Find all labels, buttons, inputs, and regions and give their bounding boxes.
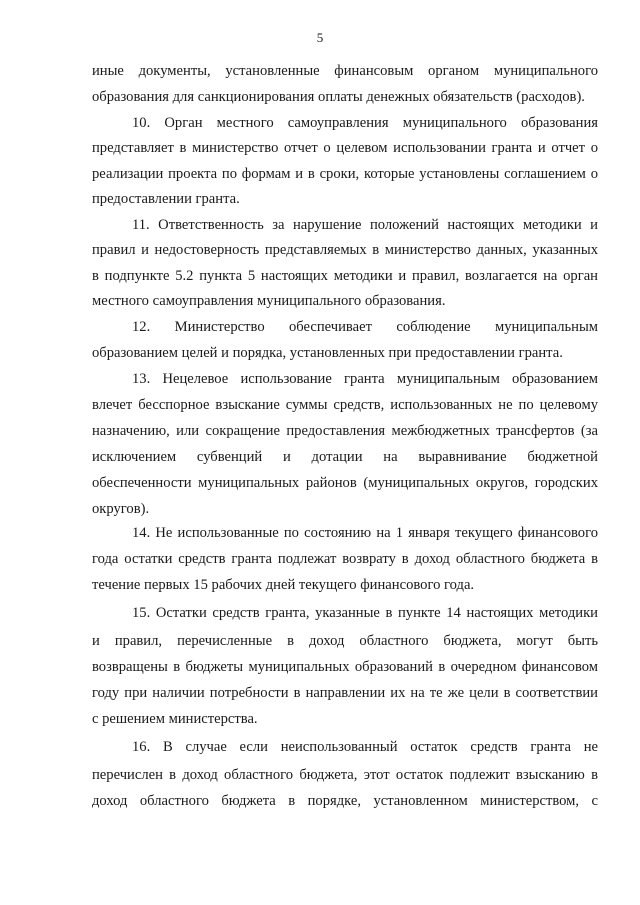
paragraph-11-start: 11. Ответственность за нарушение положений настоящих методики и xyxy=(132,217,598,233)
text-line: предоставлении гранта. xyxy=(92,191,240,207)
page-number: 5 xyxy=(316,30,324,45)
paragraph-12-start: 12. Министерство обеспечивает соблюдение муниципальным xyxy=(132,319,598,335)
text-line: реализации проекта по формам и в сроки, которые установлены соглашением о xyxy=(92,166,598,182)
text-line: местного самоуправления муниципального образования. xyxy=(92,293,446,309)
text-line: назначению, или сокращение предоставления межбюджетных трансфертов (за xyxy=(92,423,598,439)
text-line: течение первых 15 рабочих дней текущего финансового года. xyxy=(92,577,475,593)
text-line: доход областного бюджета в порядке, установленном министерством, с xyxy=(92,793,598,809)
text-line: правил и недостоверность представляемых в министерство данных, указанных xyxy=(92,242,598,258)
text-line: образования для санкционирования оплаты денежных обязательств (расходов). xyxy=(92,89,585,105)
text-line: обеспеченности муниципальных районов (муниципальных округов, городских xyxy=(92,475,598,491)
paragraph-16-start: 16. В случае если неиспользованный остаток средств гранта не xyxy=(132,739,598,755)
text-line: возвращены в бюджеты муниципальных образований в очередном финансовом xyxy=(92,659,598,675)
text-line: года остатки средств гранта подлежат возврату в доход областного бюджета в xyxy=(92,551,598,567)
text-line: и правил, перечисленные в доход областного бюджета, могут быть xyxy=(92,633,598,649)
text-line: иные документы, установленные финансовым органом муниципального xyxy=(92,63,598,79)
text-line: округов). xyxy=(92,501,150,517)
paragraph-14-start: 14. Не использованные по состоянию на 1 января текущего финансового xyxy=(132,525,598,541)
paragraph-10-start: 10. Орган местного самоуправления муниципального образования xyxy=(132,115,598,131)
text-line: исключением субвенций и дотации на выравнивание бюджетной xyxy=(92,449,598,465)
text-line: году при наличии потребности в направлении их на те же цели в соответствии xyxy=(92,685,598,701)
text-line: с решением министерства. xyxy=(92,711,258,727)
text-line: перечислен в доход областного бюджета, этот остаток подлежит взысканию в xyxy=(92,767,598,783)
paragraph-15-start: 15. Остатки средств гранта, указанные в пункте 14 настоящих методики xyxy=(132,605,598,621)
text-line: влечет бесспорное взыскание суммы средств, использованных не по целевому xyxy=(92,397,598,413)
text-line: представляет в министерство отчет о целевом использовании гранта и отчет о xyxy=(92,140,598,156)
paragraph-13-start: 13. Нецелевое использование гранта муниципальным образованием xyxy=(132,371,598,387)
text-line: в подпункте 5.2 пункта 5 настоящих методики и правил, возлагается на орган xyxy=(92,268,598,284)
text-line: образованием целей и порядка, установленных при предоставлении гранта. xyxy=(92,345,563,361)
